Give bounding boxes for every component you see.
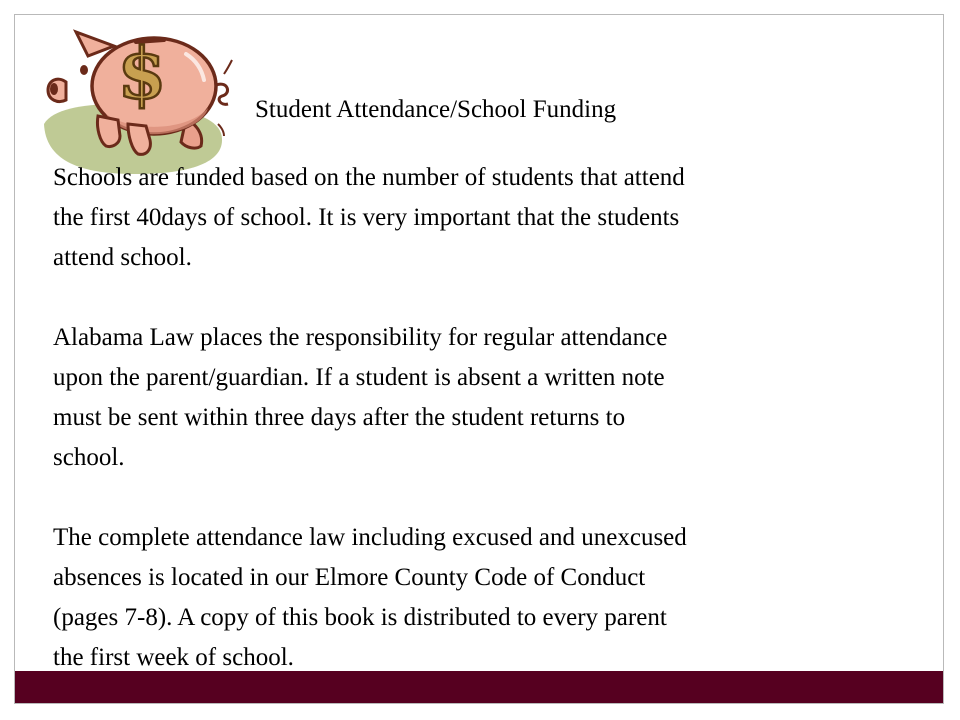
text-line: the first 40days of school. It is very important that the students [53,204,680,231]
text-line: the first week of school. [53,644,294,671]
text-line: school. [53,444,125,471]
footer-accent-bar [15,671,943,703]
slide-title: Student Attendance/School Funding [255,96,617,123]
paragraph-alabama-law [53,318,883,478]
paragraph-code-of-conduct [53,518,883,678]
slide-body [53,158,883,678]
paragraph-funding [53,158,883,278]
text-line: must be sent within three days after the student returns to [53,404,626,431]
text-line: The complete attendance law including excused and unexcused [53,524,687,551]
text-line: Schools are funded based on the number of students that attend [53,164,685,191]
text-line: Alabama Law places the responsibility for regular attendance [53,324,668,351]
svg-text:$: $ [117,32,167,115]
text-line: attend school. [53,244,192,271]
text-line: (pages 7-8). A copy of this book is distributed to every parent [53,604,667,631]
text-line: upon the parent/guardian. If a student is absent a written note [53,364,665,391]
text-line: absences is located in our Elmore County Code of Conduct [53,564,646,591]
